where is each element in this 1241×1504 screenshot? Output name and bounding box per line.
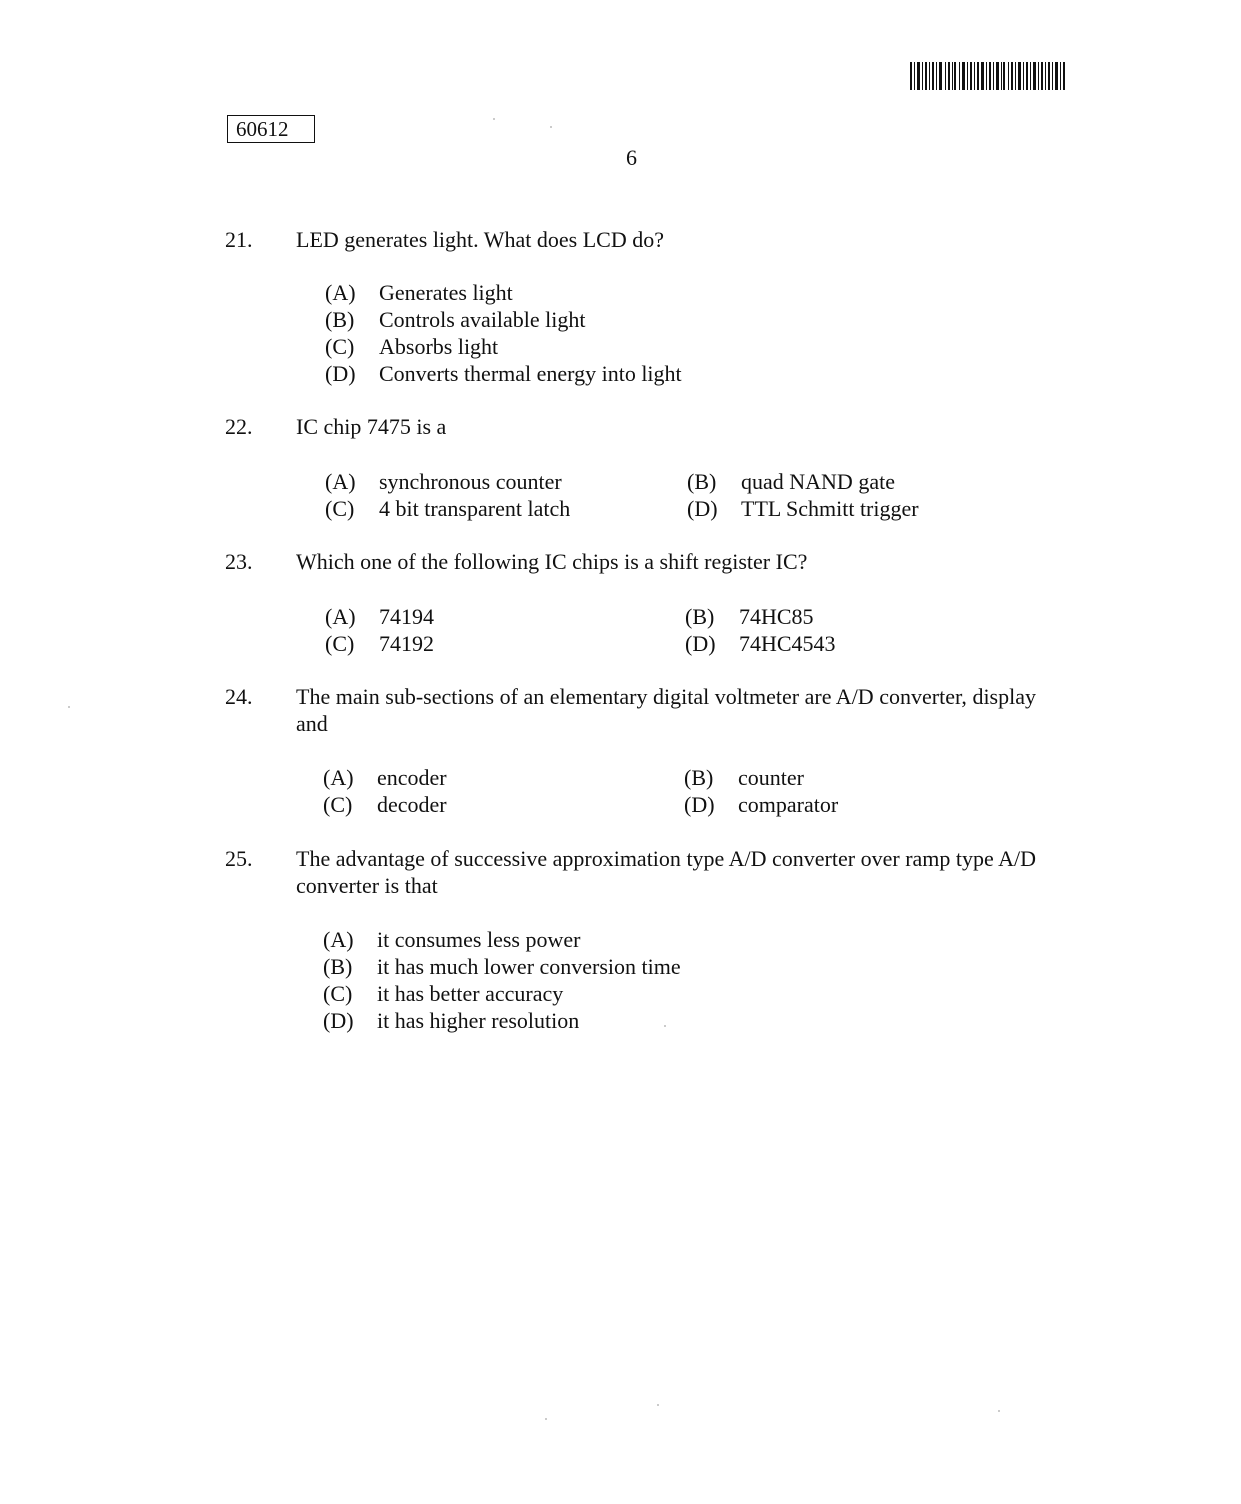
option-d: (D) TTL Schmitt trigger — [687, 496, 919, 521]
question-text: The main sub-sections of an elementary digital voltmeter are A/D converter, display and — [296, 684, 1036, 736]
option-a: (A) it consumes less power — [323, 927, 581, 952]
option-b: (B) Controls available light — [325, 307, 586, 332]
scan-speck — [550, 126, 552, 128]
question-number: 21. — [225, 227, 253, 252]
option-c: (C) 4 bit transparent latch — [325, 496, 571, 521]
option-d: (D) Converts thermal energy into light — [325, 361, 682, 386]
option-d: (D) 74HC4543 — [685, 631, 836, 656]
question-text: Which one of the following IC chips is a shift register IC? — [296, 549, 808, 574]
question-number: 25. — [225, 846, 253, 871]
question-text: LED generates light. What does LCD do? — [296, 227, 664, 252]
scan-speck — [664, 1025, 666, 1027]
option-a: (A) Generates light — [325, 280, 513, 305]
option-b: (B) 74HC85 — [685, 604, 814, 629]
scan-speck — [68, 706, 70, 708]
question-number: 23. — [225, 549, 253, 574]
option-a: (A) encoder — [323, 765, 447, 790]
question-text: IC chip 7475 is a — [296, 414, 447, 439]
question-text: The advantage of successive approximation type A/D converter over ramp type A/D converter is that — [296, 846, 1036, 898]
scan-speck — [545, 1418, 547, 1420]
option-c: (C) 74192 — [325, 631, 434, 656]
question-number: 24. — [225, 684, 253, 709]
scan-speck — [493, 118, 495, 120]
option-b: (B) counter — [684, 765, 804, 790]
paper-code: 60612 — [236, 117, 289, 141]
option-d: (D) it has higher resolution — [323, 1008, 580, 1033]
option-a: (A) synchronous counter — [325, 469, 562, 494]
scan-speck — [998, 1410, 1000, 1412]
option-b: (B) quad NAND gate — [687, 469, 895, 494]
option-c: (C) decoder — [323, 792, 447, 817]
option-c: (C) Absorbs light — [325, 334, 499, 359]
question-number: 22. — [225, 414, 253, 439]
option-b: (B) it has much lower conversion time — [323, 954, 681, 979]
scan-speck — [657, 1404, 659, 1406]
barcode — [910, 62, 1065, 90]
option-c: (C) it has better accuracy — [323, 981, 564, 1006]
option-a: (A) 74194 — [325, 604, 434, 629]
page-number: 6 — [626, 145, 637, 170]
paper-code-box — [227, 115, 315, 143]
option-d: (D) comparator — [684, 792, 839, 817]
